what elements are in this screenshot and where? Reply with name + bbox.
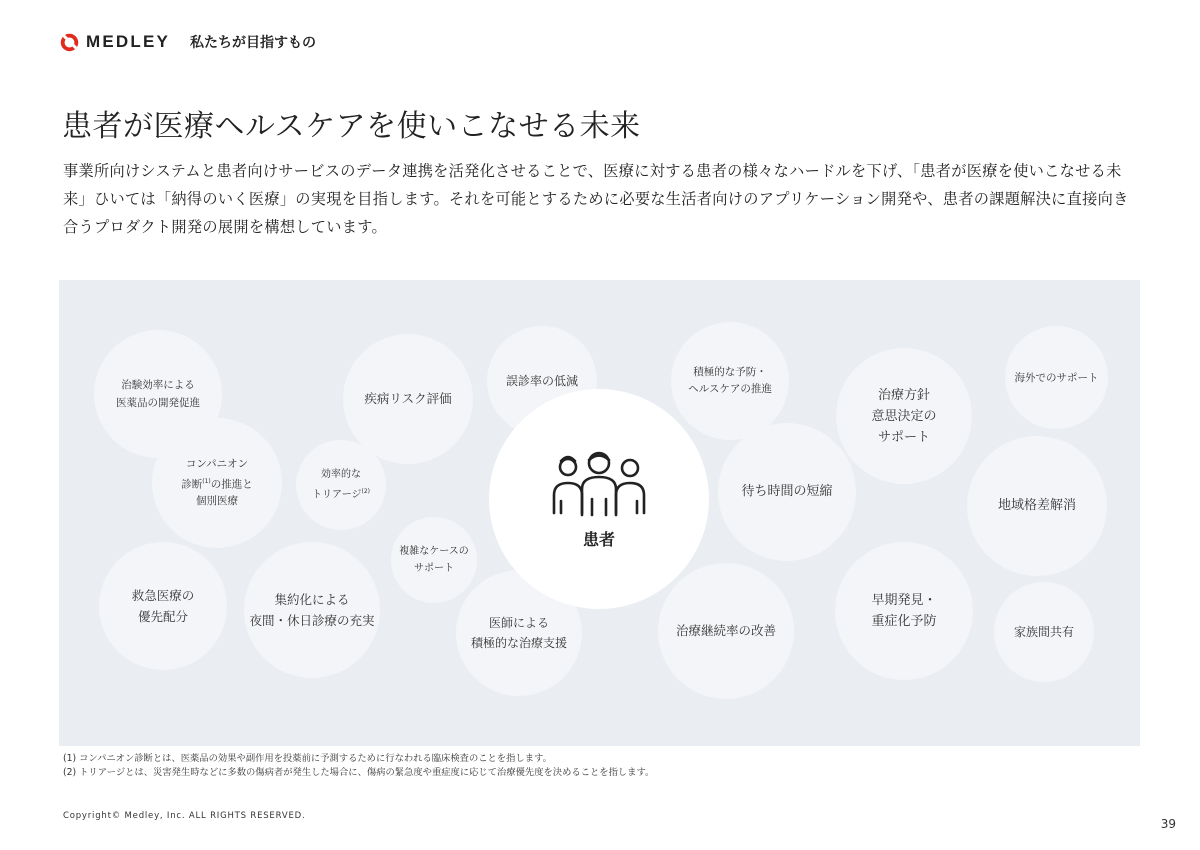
bubble-label-part: の推進と 個別医療 [196,478,253,508]
footnote-marker: (2) [361,488,370,496]
footnote-1: (1) コンパニオン診断とは、医薬品の効果や副作用を投薬前に予測するために行なわれる臨床検査のことを指します。 [63,753,552,764]
bubble-decision-support [836,348,972,484]
footnote-2: (2) トリアージとは、災害発生時などに多数の傷病者が発生した場合に、傷病の緊急度や重症度に応じて治療優先度を決めることを指します。 [63,767,655,778]
diagram-panel [59,280,1140,746]
bubble-triage [296,440,386,530]
bubble-label: 治療方針 意思決定の サポート [871,387,937,445]
bubble-label: 家族間共有 [1013,625,1074,639]
bubble-label [312,466,370,503]
bubble-label: 複雑なケースの サポート [399,546,469,574]
bubble-overseas [1005,326,1108,429]
bubble-label: 海外でのサポート [1014,371,1099,384]
bubble-label: 誤診率の低減 [505,374,578,388]
bubble-label: 地域格差解消 [997,498,1076,513]
bubble-complex-case [391,517,477,603]
medley-logo-icon [60,33,79,52]
patient-label: 患者 [582,529,615,549]
bubble-label: 集約化による 夜間・休日診療の充実 [249,592,375,628]
bubble-label-part: 効率的な トリアージ [312,469,362,501]
bubble-label: 治療継続率の改善 [675,623,776,638]
bubble-family-sharing [994,582,1094,682]
medley-logo[interactable] [60,32,170,52]
bubble-label-part: コンパニオン 診断 [181,457,249,491]
bubble-label: 救急医療の 優先配分 [131,588,195,624]
bubble-emergency [99,542,227,670]
bubble-companion [152,418,282,548]
footnote-marker: (1) [202,477,211,485]
bubble-regional-gap [967,436,1107,576]
bubble-label: 疾病リスク評価 [364,391,452,406]
bubble-prevention [671,322,789,440]
patient-center-circle [489,389,709,609]
bubble-label: 治験効率による 医薬品の開発促進 [116,379,200,409]
page-number: 39 [1160,817,1176,831]
bubble-label: 早期発見・ 重症化予防 [871,593,937,629]
bubble-label: 積極的な予防・ ヘルスケアの推進 [688,366,772,395]
brand-name: MEDLEY [86,32,171,51]
intro-paragraph: 事業所向けシステムと患者向けサービスのデータ連携を活発化させることで、医療に対する患者の様々なハードルを下げ、「患者が医療を使いこなせる未来」ひいては「納得のいく医療」の実現を目指します。それを可能とするために必要な生活者向けのアプリケーション開発や、患者の課題解決に直接向き合うプロダクト開発の展開を構想しています。 [63,162,1129,236]
bubble-label: 医師による 積極的な治療支援 [470,616,567,650]
bubble-centralization [244,542,380,678]
bubble-label [181,456,253,511]
footnotes [63,752,654,780]
bubble-label: 待ち時間の短縮 [741,484,833,499]
section-label: 私たちが目指すもの [190,35,317,51]
bubble-early-detection [835,542,973,680]
bubble-continuation [658,563,794,699]
bubble-wait-time [718,423,856,561]
copyright: Copyright© Medley, Inc. ALL RIGHTS RESERVED. [63,811,306,821]
page-title: 患者が医療ヘルスケアを使いこなせる未来 [62,109,641,144]
people-group-icon [544,449,654,519]
header [60,28,316,56]
